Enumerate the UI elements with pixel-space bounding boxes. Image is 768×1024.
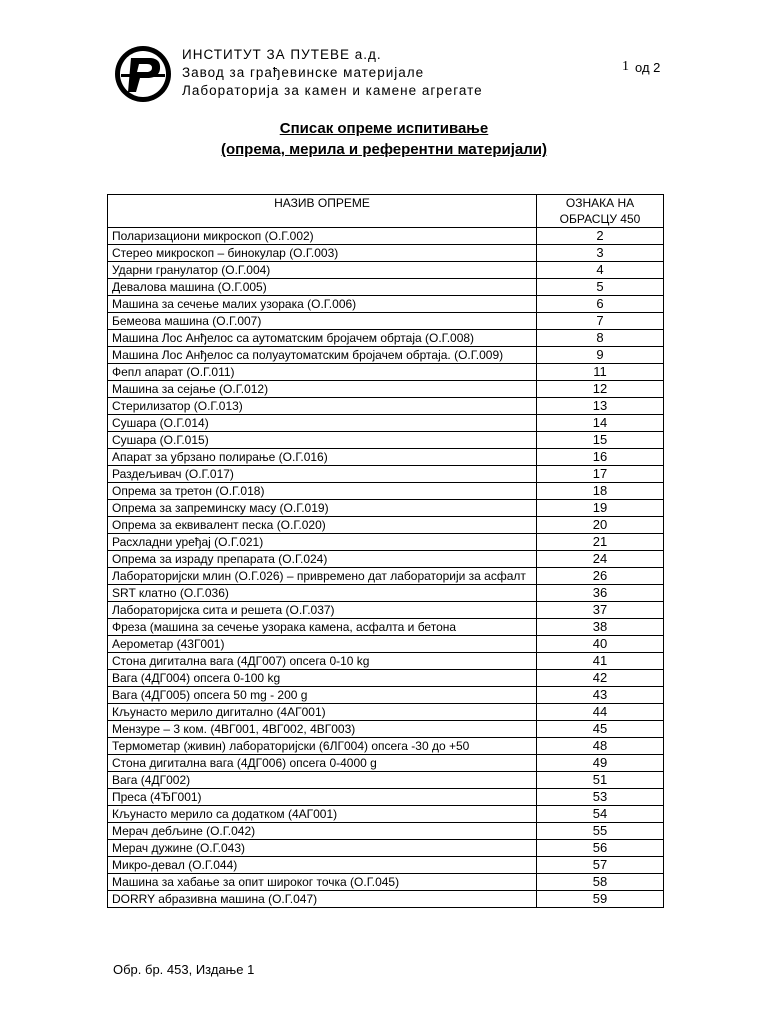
table-row [108, 891, 664, 908]
equipment-name-cell: Машина за сечење малих узорака (О.Г.006) [108, 296, 537, 313]
table-row [108, 636, 664, 653]
equipment-table [107, 194, 664, 908]
institute-logo [113, 44, 173, 104]
table-row [108, 653, 664, 670]
table-row [108, 874, 664, 891]
institute-laboratory: Лабораторија за камен и камене агрегате [182, 83, 483, 98]
table-row [108, 789, 664, 806]
table-row [108, 466, 664, 483]
table-row [108, 823, 664, 840]
table-header-row [108, 195, 664, 228]
equipment-name-cell: Сушара (О.Г.014) [108, 415, 537, 432]
equipment-name-cell: Расхладни уређај (О.Г.021) [108, 534, 537, 551]
table-row [108, 483, 664, 500]
equipment-name-cell: Термометар (живин) лабораторијски (6ЛГ004) опсега -30 до +50 [108, 738, 537, 755]
form-code-cell: 3 [537, 245, 664, 262]
table-row [108, 602, 664, 619]
form-footer: Обр. бр. 453, Издање 1 [113, 962, 255, 977]
equipment-name-cell: Микро-девал (О.Г.044) [108, 857, 537, 874]
form-code-cell: 12 [537, 381, 664, 398]
form-code-cell: 6 [537, 296, 664, 313]
form-code-cell: 59 [537, 891, 664, 908]
form-code-cell: 58 [537, 874, 664, 891]
form-code-cell: 16 [537, 449, 664, 466]
form-code-cell: 40 [537, 636, 664, 653]
equipment-name-cell: Сушара (О.Г.015) [108, 432, 537, 449]
equipment-name-cell: Опрема за еквивалент песка (О.Г.020) [108, 517, 537, 534]
form-code-cell: 18 [537, 483, 664, 500]
equipment-name-cell: Вага (4ДГ004) опсега 0-100 kg [108, 670, 537, 687]
form-code-cell: 14 [537, 415, 664, 432]
form-code-cell: 49 [537, 755, 664, 772]
form-code-cell: 56 [537, 840, 664, 857]
form-code-cell: 19 [537, 500, 664, 517]
form-code-cell: 44 [537, 704, 664, 721]
table-row [108, 449, 664, 466]
equipment-name-cell: Лабораторијски млин (О.Г.026) – привремено дат лабораторији за асфалт [108, 568, 537, 585]
form-code-cell: 5 [537, 279, 664, 296]
table-row [108, 534, 664, 551]
form-code-cell: 41 [537, 653, 664, 670]
form-code-cell: 57 [537, 857, 664, 874]
table-row [108, 857, 664, 874]
equipment-name-cell: Фреза (машина за сечење узорака камена, асфалта и бетона [108, 619, 537, 636]
form-code-cell: 38 [537, 619, 664, 636]
table-row [108, 704, 664, 721]
equipment-name-cell: Поларизациони микроскоп (О.Г.002) [108, 228, 537, 245]
form-code-cell: 7 [537, 313, 664, 330]
equipment-name-cell: SRT клатно (О.Г.036) [108, 585, 537, 602]
document-title: Списак опреме испитивање [279, 120, 489, 137]
equipment-name-cell: Опрема за израду препарата (О.Г.024) [108, 551, 537, 568]
form-code-cell: 24 [537, 551, 664, 568]
equipment-name-cell: Ударни гранулатор (О.Г.004) [108, 262, 537, 279]
institute-header [182, 46, 483, 100]
form-code-cell: 36 [537, 585, 664, 602]
form-code-cell: 4 [537, 262, 664, 279]
table-row [108, 755, 664, 772]
form-code-cell: 2 [537, 228, 664, 245]
form-code-cell: 42 [537, 670, 664, 687]
column-header-name: НАЗИВ ОПРЕМЕ [108, 195, 537, 228]
document-subtitle: (опрема, мерила и референтни материјали) [220, 141, 548, 158]
form-code-cell: 13 [537, 398, 664, 415]
equipment-name-cell: Мерач дебљине (О.Г.042) [108, 823, 537, 840]
form-code-cell: 9 [537, 347, 664, 364]
equipment-name-cell: Кљунасто мерило дигитално (4АГ001) [108, 704, 537, 721]
equipment-name-cell: Преса (4ЂГ001) [108, 789, 537, 806]
equipment-name-cell: Раздељивач (О.Г.017) [108, 466, 537, 483]
table-row [108, 840, 664, 857]
equipment-name-cell: Лабораторијска сита и решета (О.Г.037) [108, 602, 537, 619]
page-number-total: од 2 [635, 60, 661, 75]
equipment-name-cell: Аерометар (43Г001) [108, 636, 537, 653]
form-code-cell: 53 [537, 789, 664, 806]
table-row [108, 313, 664, 330]
page-number-current: 1 [622, 59, 629, 74]
form-code-cell: 26 [537, 568, 664, 585]
table-row [108, 245, 664, 262]
form-code-cell: 45 [537, 721, 664, 738]
table-row [108, 670, 664, 687]
table-row [108, 279, 664, 296]
equipment-name-cell: Стерео микроскоп – бинокулар (О.Г.003) [108, 245, 537, 262]
form-code-cell: 48 [537, 738, 664, 755]
institute-name: ИНСТИТУТ ЗА ПУТЕВЕ а.д. [182, 47, 382, 62]
table-row [108, 296, 664, 313]
equipment-name-cell: Машина за хабање за опит широког точка (О.Г.045) [108, 874, 537, 891]
table-row [108, 687, 664, 704]
equipment-name-cell: Девалова машина (О.Г.005) [108, 279, 537, 296]
form-code-cell: 55 [537, 823, 664, 840]
page-number [622, 60, 660, 77]
table-row [108, 432, 664, 449]
table-row [108, 619, 664, 636]
form-code-cell: 21 [537, 534, 664, 551]
table-row [108, 262, 664, 279]
equipment-name-cell: Апарат за убрзано полирање (О.Г.016) [108, 449, 537, 466]
equipment-name-cell: Машина Лос Анђелос са полуаутоматским бројачем обртаја. (О.Г.009) [108, 347, 537, 364]
table-row [108, 806, 664, 823]
table-row [108, 381, 664, 398]
equipment-name-cell: Машина Лос Анђелос са аутоматским бројачем обртаја (О.Г.008) [108, 330, 537, 347]
form-code-cell: 17 [537, 466, 664, 483]
table-row [108, 347, 664, 364]
form-code-cell: 8 [537, 330, 664, 347]
table-row [108, 398, 664, 415]
table-row [108, 500, 664, 517]
table-row [108, 364, 664, 381]
equipment-name-cell: Фепл апарат (О.Г.011) [108, 364, 537, 381]
institute-department: Завод за грађевинске материјале [182, 65, 425, 80]
form-code-cell: 11 [537, 364, 664, 381]
equipment-name-cell: Стона дигитална вага (4ДГ006) опсега 0-4000 g [108, 755, 537, 772]
equipment-name-cell: Вага (4ДГ002) [108, 772, 537, 789]
table-row [108, 551, 664, 568]
equipment-name-cell: Мерач дужине (О.Г.043) [108, 840, 537, 857]
form-code-cell: 51 [537, 772, 664, 789]
equipment-name-cell: Стерилизатор (О.Г.013) [108, 398, 537, 415]
table-row [108, 517, 664, 534]
equipment-name-cell: Бемеова машина (О.Г.007) [108, 313, 537, 330]
form-code-cell: 43 [537, 687, 664, 704]
equipment-name-cell: Кљунасто мерило са додатком (4АГ001) [108, 806, 537, 823]
table-row [108, 228, 664, 245]
equipment-name-cell: Вага (4ДГ005) опсега 50 mg - 200 g [108, 687, 537, 704]
equipment-name-cell: DORRY абразивна машина (О.Г.047) [108, 891, 537, 908]
equipment-name-cell: Машина за сејање (О.Г.012) [108, 381, 537, 398]
form-code-cell: 20 [537, 517, 664, 534]
table-row [108, 738, 664, 755]
table-row [108, 330, 664, 347]
form-code-cell: 54 [537, 806, 664, 823]
equipment-name-cell: Мензуре – 3 ком. (4ВГ001, 4ВГ002, 4ВГ003) [108, 721, 537, 738]
equipment-name-cell: Опрема за запреминску масу (О.Г.019) [108, 500, 537, 517]
table-row [108, 772, 664, 789]
table-row [108, 415, 664, 432]
form-code-cell: 15 [537, 432, 664, 449]
column-header-code: ОЗНАКА НА ОБРАСЦУ 450 [537, 195, 664, 228]
form-code-cell: 37 [537, 602, 664, 619]
equipment-name-cell: Стона дигитална вага (4ДГ007) опсега 0-10 kg [108, 653, 537, 670]
equipment-name-cell: Опрема за третон (О.Г.018) [108, 483, 537, 500]
table-row [108, 568, 664, 585]
table-row [108, 585, 664, 602]
table-row [108, 721, 664, 738]
